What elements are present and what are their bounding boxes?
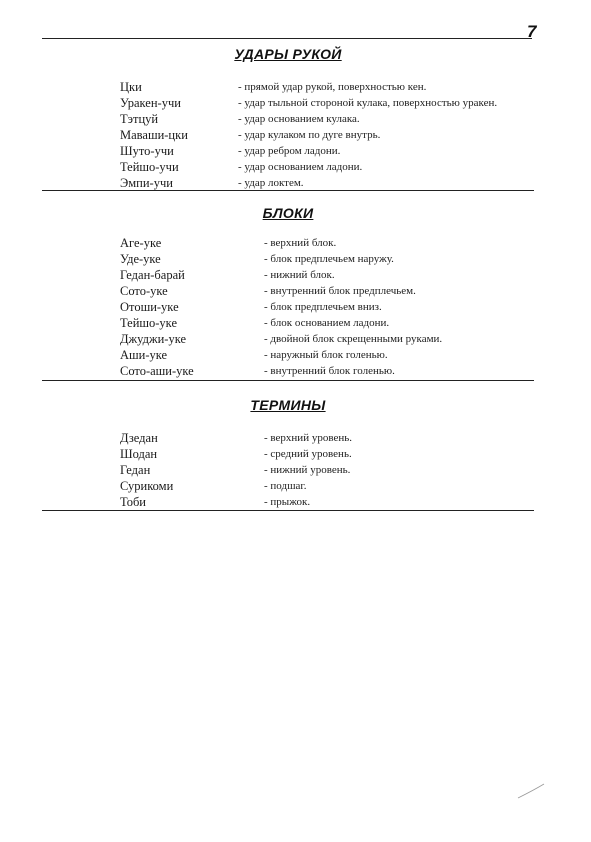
term: Тейшо-уке [120, 316, 177, 330]
term: Уде-уке [120, 252, 161, 266]
section-strikes [42, 44, 534, 190]
section-divider [42, 510, 534, 511]
term: Маваши-цки [120, 128, 188, 142]
list-item [42, 494, 534, 510]
section-title-terms: ТЕРМИНЫ [250, 397, 326, 413]
list-item [42, 430, 534, 446]
list-item [42, 143, 534, 159]
list-item [42, 95, 534, 111]
list-item [42, 299, 534, 315]
terms-list [42, 430, 534, 510]
term: Эмпи-учи [120, 176, 173, 190]
term: Джуджи-уке [120, 332, 187, 346]
list-item [42, 251, 534, 267]
page-number: 7 [527, 22, 537, 41]
definition: - блок предплечьем вниз. [264, 301, 382, 313]
pencil-mark-icon [516, 782, 546, 800]
definition: - внутренний блок голенью. [264, 365, 395, 377]
list-item [42, 111, 534, 127]
list-item [42, 347, 534, 363]
term: Тэтцуй [120, 112, 159, 126]
list-item [42, 283, 534, 299]
list-item [42, 127, 534, 143]
list-item [42, 79, 534, 95]
list-item [42, 446, 534, 462]
definition: - прыжок. [264, 496, 311, 508]
list-item [42, 478, 534, 494]
strikes-list [42, 79, 534, 191]
term: Шодан [120, 447, 158, 461]
term: Цки [120, 80, 142, 94]
list-item [42, 235, 534, 251]
term: Дзедан [120, 431, 158, 445]
term: Аге-уке [120, 236, 162, 250]
list-item [42, 331, 534, 347]
list-item [42, 315, 534, 331]
section-title-strikes: УДАРЫ РУКОЙ [234, 46, 342, 62]
definition: - удар кулаком по дуге внутрь. [238, 129, 381, 141]
definition: - удар тыльной стороной кулака, поверхностью уракен. [238, 97, 498, 109]
section-title-blocks: БЛОКИ [262, 205, 314, 221]
term: Сото-аши-уке [120, 364, 194, 378]
term: Аши-уке [120, 348, 168, 362]
list-item [42, 363, 534, 379]
definition: - блок предплечьем наружу. [264, 253, 394, 265]
definition: - наружный блок голенью. [264, 349, 388, 361]
term: Отоши-уке [120, 300, 179, 314]
term: Шуто-учи [120, 144, 174, 158]
list-item [42, 267, 534, 283]
term: Тейшо-учи [120, 160, 179, 174]
definition: - удар основанием ладони. [238, 161, 363, 173]
term: Гедан [120, 463, 151, 477]
definition: - верхний уровень. [264, 432, 352, 444]
list-item [42, 462, 534, 478]
section-divider [42, 190, 534, 191]
term: Гедан-барай [120, 268, 185, 282]
blocks-list [42, 235, 534, 379]
definition: - средний уровень. [264, 448, 352, 460]
definition: - нижний уровень. [264, 464, 351, 476]
section-terms [42, 395, 534, 509]
definition: - удар основанием кулака. [238, 113, 360, 125]
definition: - нижний блок. [264, 269, 335, 281]
definition: - удар локтем. [238, 177, 304, 189]
definition: - прямой удар рукой, поверхностью кен. [238, 81, 427, 93]
list-item [42, 175, 534, 191]
list-item [42, 159, 534, 175]
top-rule [42, 38, 532, 39]
term: Сото-уке [120, 284, 168, 298]
section-blocks [42, 203, 534, 378]
definition: - удар ребром ладони. [238, 145, 341, 157]
definition: - внутренний блок предплечьем. [264, 285, 416, 297]
definition: - подшаг. [264, 480, 307, 492]
definition: - верхний блок. [264, 237, 337, 249]
definition: - блок основанием ладони. [264, 317, 390, 329]
term: Сурикоми [120, 479, 174, 493]
section-divider [42, 380, 534, 381]
definition: - двойной блок скрещенными руками. [264, 333, 443, 345]
term: Уракен-учи [120, 96, 181, 110]
term: Тоби [120, 495, 146, 509]
